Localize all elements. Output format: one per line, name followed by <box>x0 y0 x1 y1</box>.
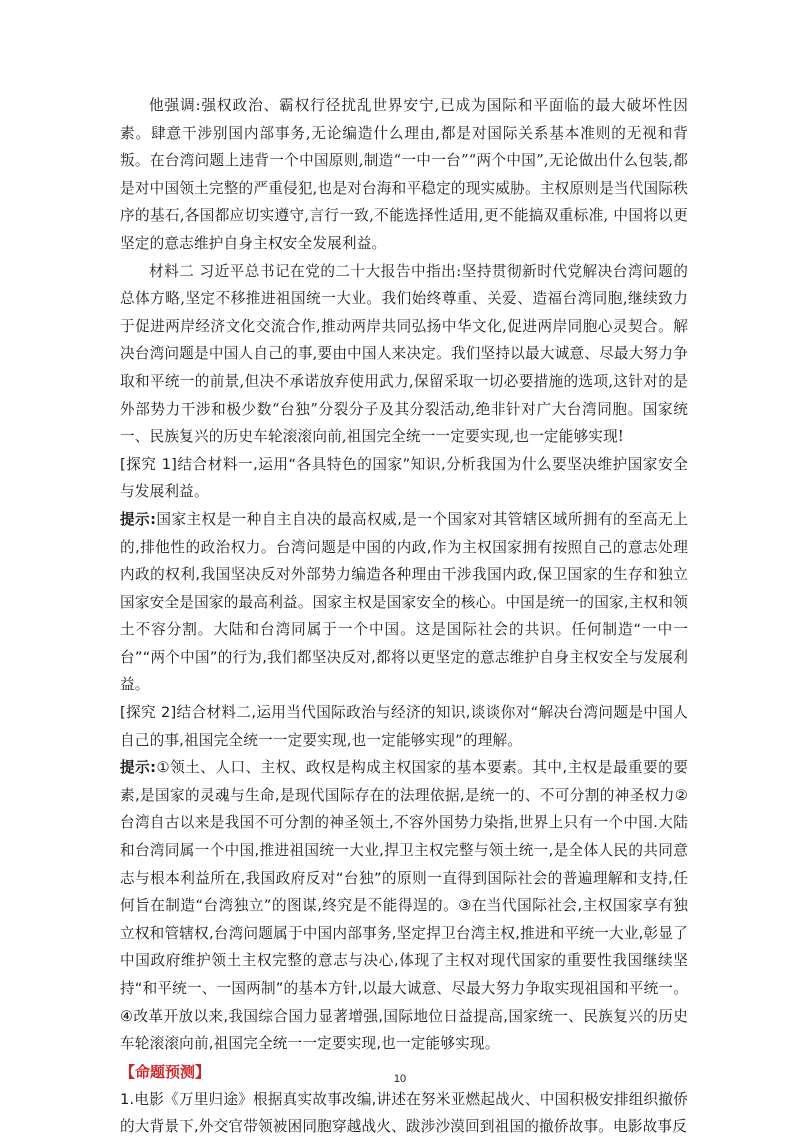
inquiry-1-text: 结合材料一,运用“各具特色的国家”知识,分析我国为什么要坚决维护国家安全与发展利益。 <box>120 455 688 501</box>
paragraph-material-two: 材料二 习近平总书记在党的二十大报告中指出:坚持贯彻新时代党解决台湾问题的总体方略,坚定不移推进祖国统一大业。我们始终尊重、关爱、造福台湾同胞,继续致力于促进两岸经济文化交流合作,推动两岸共同弘扬中华文化,促进两岸同胞心灵契合。解决台湾问题是中国人自己的事,要由中国人来决定。我们坚持以最大诚意、尽最大努力争取和平统一的前景,但决不承诺放弃使用武力,保留采取一切必要措施的选项,这针对的是外部势力干涉和极少数“台独”分裂分子及其分裂活动,绝非针对广大台湾同胞。国家统一、民族复兴的历史车轮滚滚向前,祖国完全统一一定要实现,也一定能够实现! <box>120 262 688 446</box>
inquiry-1 <box>120 451 688 506</box>
document-page <box>120 92 688 1141</box>
hint-1 <box>120 506 688 699</box>
inquiry-1-tag: [探究 1] <box>120 455 178 473</box>
hint-1-label: 提示: <box>120 510 157 528</box>
paragraph-statement: 他强调:强权政治、霸权行径扰乱世界安宁,已成为国际和平面临的最大破坏性因素。肆意干涉别国内部事务,无论编造什么理由,都是对国际关系基本准则的无视和背叛。在台湾问题上违背一个中国原则,制造“一中一台”“两个中国”,无论做出什么包装,都是对中国领土完整的严重侵犯,也是对台海和平稳定的现实威胁。主权原则是当代国际秩序的基石,各国都应切实遵守,言行一致,不能选择性适用,更不能搞双重标准, 中国将以更坚定的意志维护自身主权安全发展利益。 <box>120 97 688 252</box>
section-title-prediction: 【命题预测】 <box>120 1062 211 1081</box>
hint-2-label: 提示: <box>120 759 157 777</box>
inquiry-2 <box>120 699 688 754</box>
hint-1-text: 国家主权是一种自主自决的最高权威,是一个国家对其管辖区域所拥有的至高无上的,排他性的政治权力。台湾问题是中国的内政,作为主权国家拥有按照自己的意志处理内政的权利,我国坚决反对外部势力编造各种理由干涉我国内政,保卫国家的生存和独立国家安全是国家的最高利益。国家主权是国家安全的核心。中国是统一的国家,主权和领土不容分割。大陆和台湾同属于一个中国。这是国际社会的共识。任何制造“一中一台”“两个中国”的行为,我们都坚决反对,都将以更坚定的意志维护自身主权安全与发展利益。 <box>120 510 689 694</box>
page-number: 10 <box>393 1073 407 1085</box>
inquiry-2-tag: [探究 2] <box>120 704 177 722</box>
inquiry-2-text: 结合材料二,运用当代国际政治与经济的知识,谈谈你对“解决台湾问题是中国人自己的事,祖国完全统一一定要实现,也一定能够实现”的理解。 <box>120 704 689 749</box>
question-1: 1.电影《万里归途》根据真实故事改编,讲述在努米亚燃起战火、中国积极安排组织撤侨的大背景下,外交官带领被困同胞穿越战火、跋涉沙漠回到祖国的撤侨故事。电影故事反 <box>120 1090 688 1136</box>
hint-2 <box>120 754 688 1058</box>
hint-2-text: ①领土、人口、主权、政权是构成主权国家的基本要素。其中,主权是最重要的要素,是国家的灵魂与生命,是现代国际存在的法理依据,是统一的、不可分割的神圣权力②台湾自古以来是我国不可分割的神圣领土,不容外国势力染指,世界上只有一个中国.大陆和台湾同属一个中国,推进祖国统一大业,捍卫主权完整与领土统一,是全体人民的共同意志与根本利益所在,我国政府反对“台独”的原则一直得到国际社会的普遍理解和支持,任何旨在制造“台湾独立”的图谋,终究是不能得逞的。③在当代国际社会,主权国家享有独立权和管辖权,台湾问题属于中国内部事务,坚定捍卫台湾主权,推进和平统一大业,彰显了中国政府维护领土主权完整的意志与决心,体现了主权对现代国家的重要性我国继续坚持“和平统一、一国两制”的基本方针,以最大诚意、尽最大努力争取实现祖国和平统一。④改革开放以来,我国综合国力显著增强,国际地位日益提高,国家统一、民族复兴的历史车轮滚滚向前,祖国完全统一一定要实现,也一定能够实现。 <box>120 759 688 1053</box>
